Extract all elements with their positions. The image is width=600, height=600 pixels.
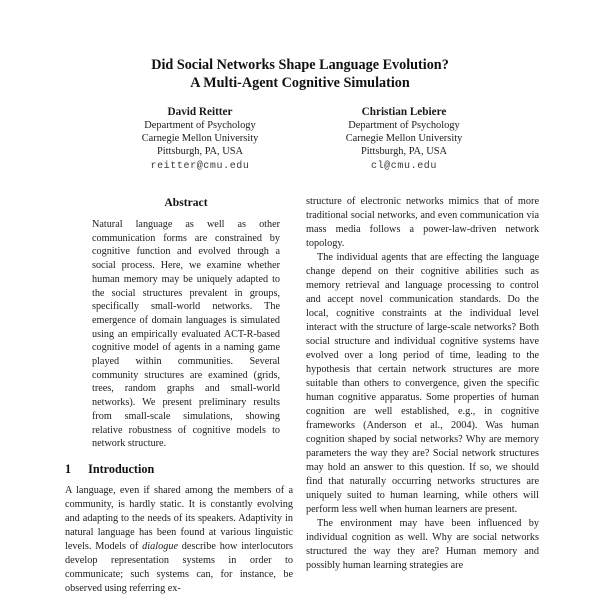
abstract-heading: Abstract bbox=[164, 196, 208, 209]
intro-paragraph-italic-term: dialogue bbox=[142, 540, 179, 552]
author-1-university: Carnegie Mellon University bbox=[141, 133, 259, 145]
intro-paragraph-text: A language, even if shared among the members of a community, is hardly static. It is constantly evolving and adapting to the needs of its speakers. Adaptivity in natural language has been found at various linguistic levels. Models of bbox=[65, 484, 293, 552]
author-2-department: Department of Psychology bbox=[348, 120, 460, 131]
intro-paragraph-text-cont: describe how interlocutors develop representation systems in order to communicate; such systems can, for instance, be observed using referring ex- bbox=[65, 540, 293, 594]
author-1-email: reitter@cmu.edu bbox=[150, 160, 250, 172]
author-block-1 bbox=[90, 105, 310, 174]
right-column-paragraph-3: The environment may have been influenced by individual cognition as well. Why are social networks structured the way they are? Human memory and possibly human learning strategies are bbox=[306, 518, 539, 571]
paper-title bbox=[0, 57, 600, 92]
right-column bbox=[306, 195, 539, 599]
author-2-name: Christian Lebiere bbox=[361, 106, 447, 118]
author-1-name: David Reitter bbox=[167, 106, 233, 118]
section-1-heading bbox=[65, 463, 293, 476]
author-1-department: Department of Psychology bbox=[144, 120, 256, 131]
left-column bbox=[65, 195, 293, 599]
author-2-location: Pittsburgh, PA, USA bbox=[360, 146, 448, 158]
intro-paragraph bbox=[65, 484, 293, 596]
right-column-paragraph-1: structure of electronic networks mimics that of more traditional social networks, and even communication via mass media follows a power-law-driven network topology. bbox=[306, 196, 539, 249]
right-column-paragraph-2: The individual agents that are effecting the language change depend on their cognitive abilities such as memory retrieval and language processing to control and accept novel communication standards. Do the local, cognitive constraints at the individual level interact with the structure of large-scale networks? Both social structure and individual cognitive systems have evolved over a long period of time, leading to the hypothesis that certain network structures are more suitable than others to convergence, given the specific human cognitive apparatus. Some properties of human cognition are well established, e.g., in cognitive frameworks (Anderson et al., 2004). Was human cognition shaped by social networks? Why are memory parameters the way they are? Social network structures may hold an answer to this question. If so, we should find that naturally occurring networks structures are uniquely suited to human learning, while others will perform less well when human learners are present. bbox=[306, 252, 539, 515]
paper-title-line1: Did Social Networks Shape Language Evolution? bbox=[151, 57, 449, 73]
paper-title-line2: A Multi-Agent Cognitive Simulation bbox=[190, 74, 410, 91]
author-1-location: Pittsburgh, PA, USA bbox=[156, 146, 244, 158]
author-2-university: Carnegie Mellon University bbox=[345, 133, 463, 145]
abstract-text: Natural language as well as other communication forms are constrained by cognitive function and evolved through a social process. Here, we examine whether human memory may be uniquely adapted to the social structures prevalent in groups, specifically small-world networks. The emergence of domain languages is simulated using an empirically evaluated ACT-R-based cognitive model of agents in a naming game played within communities. Several community structures are examined (grids, trees, random graphs and small-world networks). We present preliminary results from small-scale simulations, showing relative robustness of cognitive models to network structure. bbox=[92, 219, 280, 450]
section-1-number: 1 bbox=[65, 461, 72, 476]
author-2-email: cl@cmu.edu bbox=[370, 160, 437, 172]
author-block-2 bbox=[294, 105, 514, 174]
section-1-title: Introduction bbox=[88, 461, 155, 476]
